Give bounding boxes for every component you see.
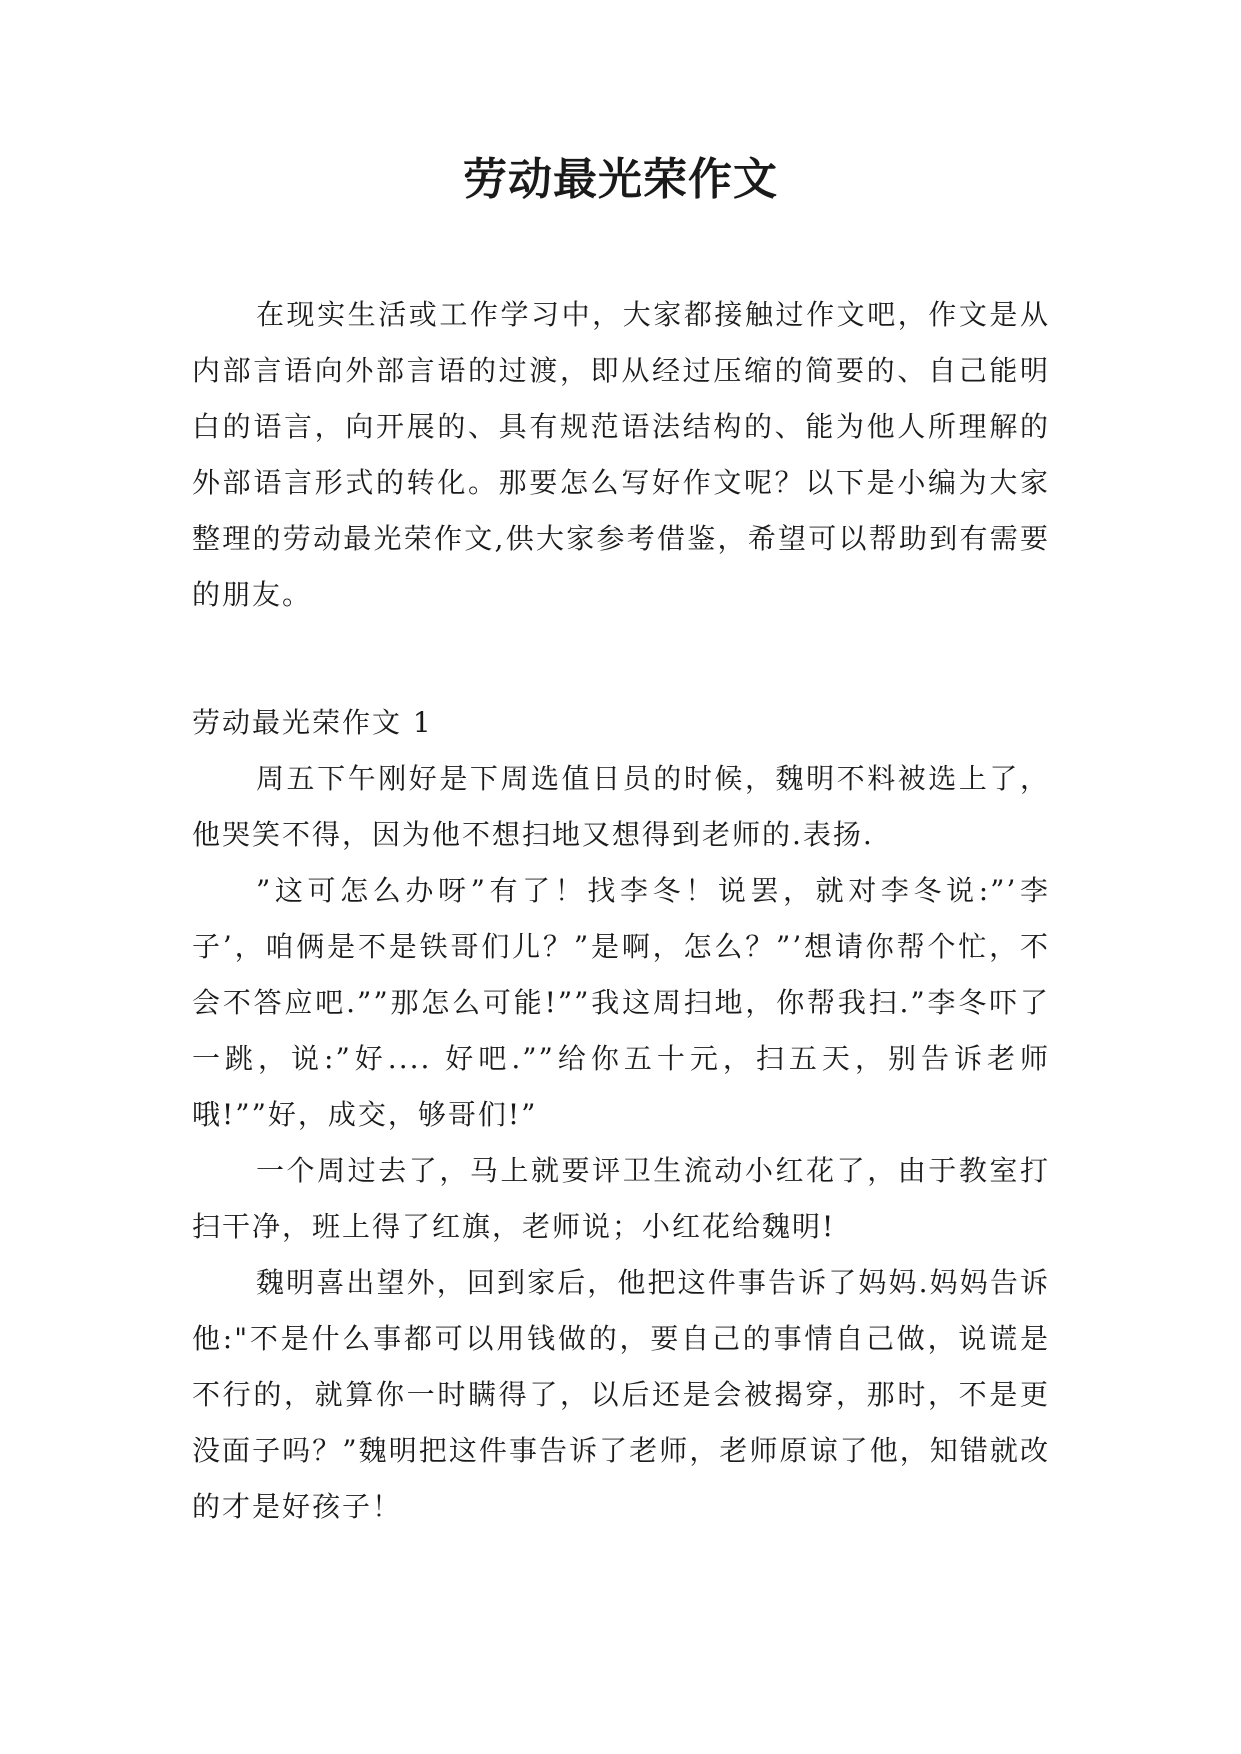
section-heading: 劳动最光荣作文 1 bbox=[192, 706, 433, 739]
page-title: 劳动最光荣作文 bbox=[463, 154, 778, 205]
body-paragraph: 一个周过去了，马上就要评卫生流动小红花了，由于教室打扫干净，班上得了红旗，老师说；小红花给魏明! bbox=[192, 1154, 1050, 1243]
body-paragraph: 魏明喜出望外，回到家后，他把这件事告诉了妈妈.妈妈告诉他:"不是什么事都可以用钱做的，要自己的事情自己做，说谎是不行的，就算你一时瞒得了，以后还是会被揭穿，那时，不是更没面子吗？”魏明把这件事告诉了老师，老师原谅了他，知错就改的才是好孩子！ bbox=[192, 1266, 1050, 1523]
body-paragraph: ”这可怎么办呀”有了！找李冬！说罢，就对李冬说:”’李子’，咱俩是不是铁哥们儿？”是啊，怎么？”’想请你帮个忙，不会不答应吧.””那怎么可能!””我这周扫地，你帮我扫.”李冬吓了一跳，说:”好.... 好吧.””给你五十元，扫五天，别告诉老师哦!””好，成交，够哥们!” bbox=[192, 874, 1050, 1131]
body-paragraph: 周五下午刚好是下周选值日员的时候，魏明不料被选上了，他哭笑不得，因为他不想扫地又想得到老师的.表扬. bbox=[192, 762, 1050, 851]
intro-paragraph: 在现实生活或工作学习中，大家都接触过作文吧，作文是从内部言语向外部言语的过渡，即从经过压缩的简要的、自己能明白的语言，向开展的、具有规范语法结构的、能为他人所理解的外部语言形式的转化。那要怎么写好作文呢？以下是小编为大家整理的劳动最光荣作文,供大家参考借鉴，希望可以帮助到有需要的朋友。 bbox=[192, 298, 1050, 611]
